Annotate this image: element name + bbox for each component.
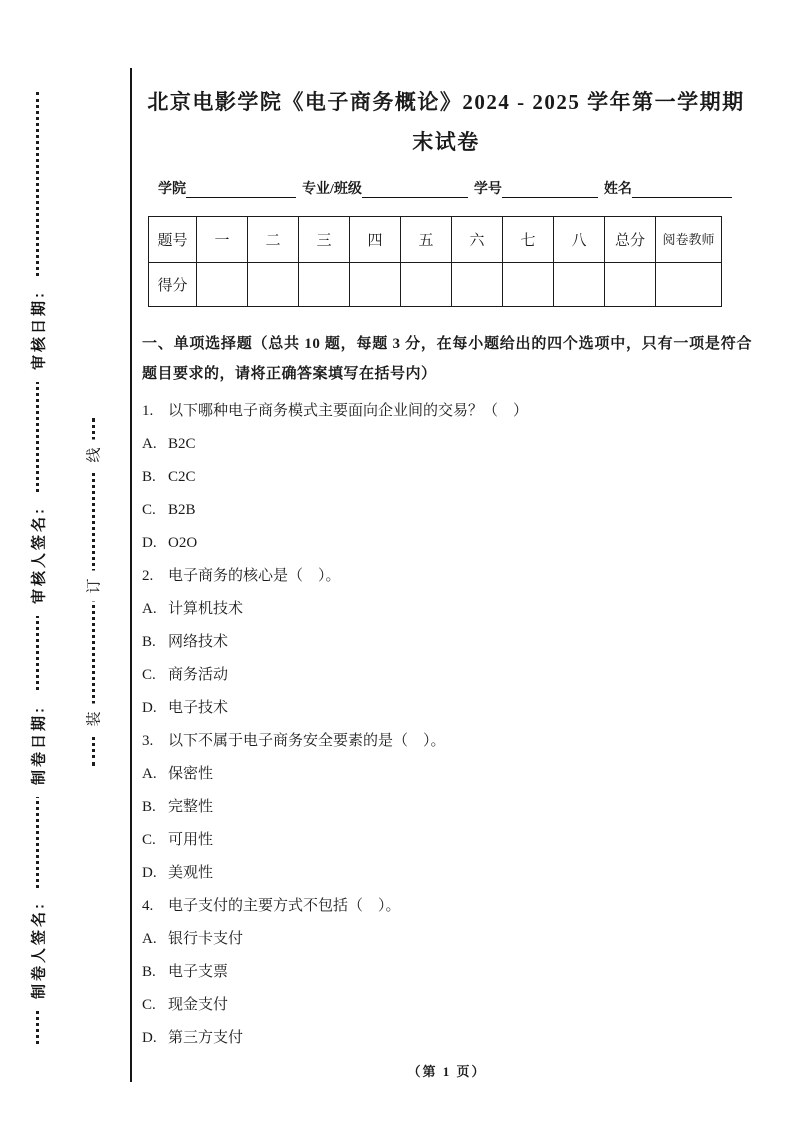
student-id-blank <box>502 180 598 198</box>
student-info-line <box>158 178 754 198</box>
question-1-option-a <box>142 428 754 461</box>
question-4-option-d <box>142 1022 754 1055</box>
student-id-field <box>474 178 598 198</box>
question-1-option-b <box>142 461 754 494</box>
option-text: 网络技术 <box>168 634 229 650</box>
name-field <box>604 178 732 198</box>
score-cell-1 <box>197 263 248 307</box>
question-1-option-d <box>142 527 754 560</box>
question-2 <box>142 560 754 725</box>
binding-char-line: 线 <box>83 439 104 470</box>
option-label: B. <box>142 469 156 485</box>
col-header-1: 一 <box>197 217 248 263</box>
col-header-2: 二 <box>248 217 299 263</box>
option-text: 第三方支付 <box>168 1030 244 1046</box>
question-3-number: 3. <box>142 733 154 749</box>
section-heading: 一、单项选择题（总共 10 题，每题 3 分，在每小题给出的四个选项中，只有一项是符合题目要求的，请将正确答案填写在括号内） <box>142 336 752 382</box>
question-no-header: 题号 <box>149 217 197 263</box>
option-label: B. <box>142 799 156 815</box>
grader-header: 阅卷教师 <box>656 217 722 263</box>
score-table <box>148 216 722 307</box>
paper-maker-signature-label: 制卷人签名: <box>28 889 49 1011</box>
option-label: C. <box>142 997 156 1013</box>
score-fill-row <box>149 263 722 307</box>
question-2-stem <box>142 560 754 593</box>
option-text: O2O <box>168 535 198 551</box>
option-label: A. <box>142 601 157 617</box>
major-class-field <box>302 178 468 198</box>
score-cell-3 <box>299 263 350 307</box>
question-3-option-a <box>142 758 754 791</box>
question-4 <box>142 890 754 1055</box>
question-3-option-d <box>142 857 754 890</box>
page-number: （第 1 页） <box>407 1064 487 1079</box>
score-cell-total <box>605 263 656 307</box>
question-1-number: 1. <box>142 403 154 419</box>
option-label: A. <box>142 766 157 782</box>
question-2-option-b <box>142 626 754 659</box>
question-2-number: 2. <box>142 568 154 584</box>
question-3-text: 以下不属于电子商务安全要素的是（ ）。 <box>168 733 446 749</box>
student-id-label: 学号 <box>473 182 502 197</box>
question-2-text: 电子商务的核心是（ ）。 <box>168 568 341 584</box>
paper-date-label: 制卷日期: <box>28 693 49 797</box>
score-cell-grader <box>656 263 722 307</box>
score-row-label: 得分 <box>149 263 197 307</box>
binding-char-staple: 订 <box>83 570 104 601</box>
option-text: 商务活动 <box>168 667 229 683</box>
option-text: 银行卡支付 <box>168 931 244 947</box>
question-3-option-b <box>142 791 754 824</box>
option-text: 电子技术 <box>168 700 229 716</box>
total-score-header: 总分 <box>605 217 656 263</box>
option-label: B. <box>142 634 156 650</box>
question-1-text: 以下哪种电子商务模式主要面向企业间的交易？（ ） <box>168 403 529 419</box>
question-3 <box>142 725 754 890</box>
option-label: C. <box>142 832 156 848</box>
col-header-8: 八 <box>554 217 605 263</box>
option-label: B. <box>142 964 156 980</box>
name-blank <box>632 180 732 198</box>
option-label: D. <box>142 700 157 716</box>
question-2-option-a <box>142 593 754 626</box>
question-1-stem <box>142 395 754 428</box>
college-field <box>158 178 296 198</box>
question-4-stem <box>142 890 754 923</box>
exam-content <box>130 68 762 1082</box>
option-text: 计算机技术 <box>168 601 244 617</box>
option-label: A. <box>142 436 157 452</box>
col-header-3: 三 <box>299 217 350 263</box>
question-4-number: 4. <box>142 898 154 914</box>
option-text: 保密性 <box>168 766 214 782</box>
question-2-option-c <box>142 659 754 692</box>
review-date-label: 审核日期: <box>28 278 49 382</box>
score-cell-8 <box>554 263 605 307</box>
score-cell-5 <box>401 263 452 307</box>
question-1 <box>142 395 754 560</box>
option-label: A. <box>142 931 157 947</box>
question-3-option-c <box>142 824 754 857</box>
option-text: 完整性 <box>168 799 214 815</box>
option-label: D. <box>142 1030 157 1046</box>
option-label: C. <box>142 502 156 518</box>
binding-char-bind: 装 <box>83 703 104 734</box>
option-text: 现金支付 <box>168 997 229 1013</box>
question-4-text: 电子支付的主要方式不包括（ ）。 <box>168 898 401 914</box>
question-1-option-c <box>142 494 754 527</box>
option-label: D. <box>142 535 157 551</box>
major-class-blank <box>362 180 468 198</box>
option-text: B2C <box>168 436 196 452</box>
score-cell-2 <box>248 263 299 307</box>
question-2-option-d <box>142 692 754 725</box>
option-label: C. <box>142 667 156 683</box>
col-header-4: 四 <box>350 217 401 263</box>
option-text: 美观性 <box>168 865 214 881</box>
score-cell-4 <box>350 263 401 307</box>
question-4-option-a <box>142 923 754 956</box>
option-text: C2C <box>168 469 196 485</box>
question-list <box>142 395 754 1055</box>
college-blank <box>186 180 296 198</box>
option-text: 可用性 <box>168 832 214 848</box>
option-label: D. <box>142 865 157 881</box>
question-3-stem <box>142 725 754 758</box>
col-header-6: 六 <box>452 217 503 263</box>
major-class-label: 专业/班级 <box>302 182 362 197</box>
option-text: B2B <box>168 502 196 518</box>
question-4-option-c <box>142 989 754 1022</box>
exam-title: 北京电影学院《电子商务概论》2024 - 2025 学年第一学期期末试卷 <box>147 90 745 154</box>
college-label: 学院 <box>158 182 186 197</box>
col-header-5: 五 <box>401 217 452 263</box>
col-header-7: 七 <box>503 217 554 263</box>
option-text: 电子支票 <box>168 964 229 980</box>
name-label: 姓名 <box>603 182 632 197</box>
score-cell-6 <box>452 263 503 307</box>
reviewer-signature-label: 审核人签名: <box>28 494 49 616</box>
score-cell-7 <box>503 263 554 307</box>
score-table-header-row <box>149 217 722 263</box>
question-4-option-b <box>142 956 754 989</box>
